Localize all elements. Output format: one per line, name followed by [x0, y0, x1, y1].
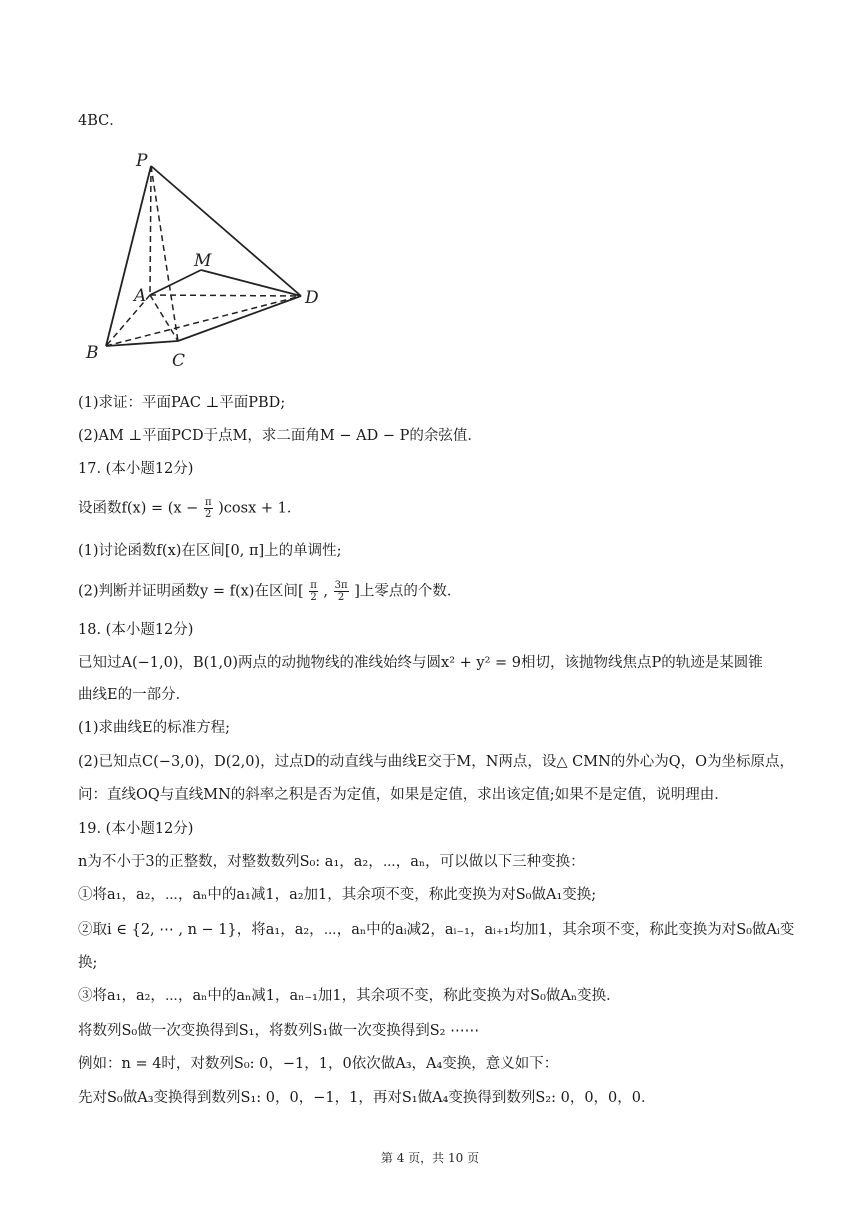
q16-part1: (1)求证：平面PAC ⊥平面PBD; [78, 395, 286, 411]
edge-AM [150, 270, 201, 295]
q17-header: 17. (本小题12分) [78, 461, 194, 477]
label-D: D [305, 288, 319, 308]
q18-stem-line2: 曲线E的一部分． [78, 687, 191, 703]
label-B: B [86, 343, 99, 363]
fraction-denominator: 2 [310, 592, 317, 603]
q19-rule2-line2: 换; [78, 955, 98, 971]
q18-header: 18. (本小题12分) [78, 622, 194, 638]
label-C: C [172, 351, 186, 371]
q17-stem-suffix: )cosx + 1． [218, 500, 302, 517]
q17-stem-fraction [204, 497, 213, 520]
fraction-numerator: π [310, 580, 317, 591]
q16-part2: (2)AM ⊥平面PCD于点M，求二面角M − AD − P的余弦值． [78, 428, 482, 444]
edge-CD [178, 296, 301, 341]
pyramid-figure [80, 148, 340, 373]
q19-rule2-line1: ②取i ∈ {2, ⋯ , n − 1}，将a₁，a₂，⋯，aₙ中的aᵢ减2，aᵢ₋₁，aᵢ₊₁均加1，其余项不变，称此变换为对S₀做Aᵢ变 [78, 922, 795, 938]
q19-example1: 例如：n = 4时，对数列S₀: 0，−1，1，0依次做A₃，A₄变换，意义如下： [78, 1056, 559, 1072]
q17-part2-separator: , [323, 583, 329, 600]
fraction-denominator: 2 [337, 592, 345, 603]
q19-rule3: ③将a₁，a₂，⋯，aₙ中的aₙ减1，aₙ₋₁加1，其余项不变，称此变换为对S₀做Aₙ变换． [78, 988, 621, 1004]
q17-part2-fraction-2 [334, 580, 349, 603]
label-M: M [194, 251, 212, 271]
fraction-denominator: 2 [205, 509, 212, 520]
q17-part2-suffix: ]上零点的个数． [354, 583, 462, 600]
q17-stem-prefix: 设函数f(x) = (x − [78, 500, 199, 517]
q18-part2-line2: 问：直线OQ与直线MN的斜率之积是否为定值，如果是定值，求出该定值;如果不是定值，说明理由． [78, 787, 729, 803]
q17-part1: (1)讨论函数f(x)在区间[0, π]上的单调性; [78, 543, 342, 559]
q19-sequence: 将数列S₀做一次变换得到S₁，将数列S₁做一次变换得到S₂ ⋯⋯ [78, 1023, 480, 1039]
fraction-numerator: π [204, 497, 212, 508]
edge-PC [151, 166, 178, 341]
q17-part2 [78, 580, 461, 603]
edge-AD [150, 295, 301, 296]
q17-part2-fraction-1 [309, 580, 318, 603]
q18-stem-line1: 已知过A(−1,0)，B(1,0)两点的动抛物线的准线始终与圆x² + y² = 9相切，该抛物线焦点P的轨迹是某圆锥 [78, 655, 763, 671]
q19-intro: n为不小于3的正整数，对整数数列S₀: a₁，a₂，⋯，aₙ，可以做以下三种变换： [78, 854, 585, 870]
question-fragment: 4BC． [78, 113, 124, 129]
label-A: A [134, 286, 147, 306]
q19-header: 19. (本小题12分) [78, 821, 194, 837]
page-footer: 第 4 页，共 10 页 [380, 1151, 480, 1165]
q17-stem [78, 497, 301, 520]
label-P: P [136, 151, 148, 171]
fraction-numerator: 3π [334, 580, 348, 591]
q19-rule1: ①将a₁，a₂，⋯，aₙ中的a₁减1，a₂加1，其余项不变，称此变换为对S₀做A₁变换; [78, 887, 597, 903]
q19-example2: 先对S₀做A₃变换得到数列S₁: 0，0，−1，1，再对S₁做A₄变换得到数列S₂: 0，0，0，0． [78, 1090, 656, 1106]
q18-part1: (1)求曲线E的标准方程; [78, 720, 231, 736]
edge-PA [150, 166, 151, 295]
q18-part2-line1: (2)已知点C(−3,0)，D(2,0)，过点D的动直线与曲线E交于M，N两点，设△ CMN的外心为Q，O为坐标原点， [78, 754, 795, 770]
q17-part2-prefix: (2)判断并证明函数y = f(x)在区间[ [78, 583, 304, 600]
